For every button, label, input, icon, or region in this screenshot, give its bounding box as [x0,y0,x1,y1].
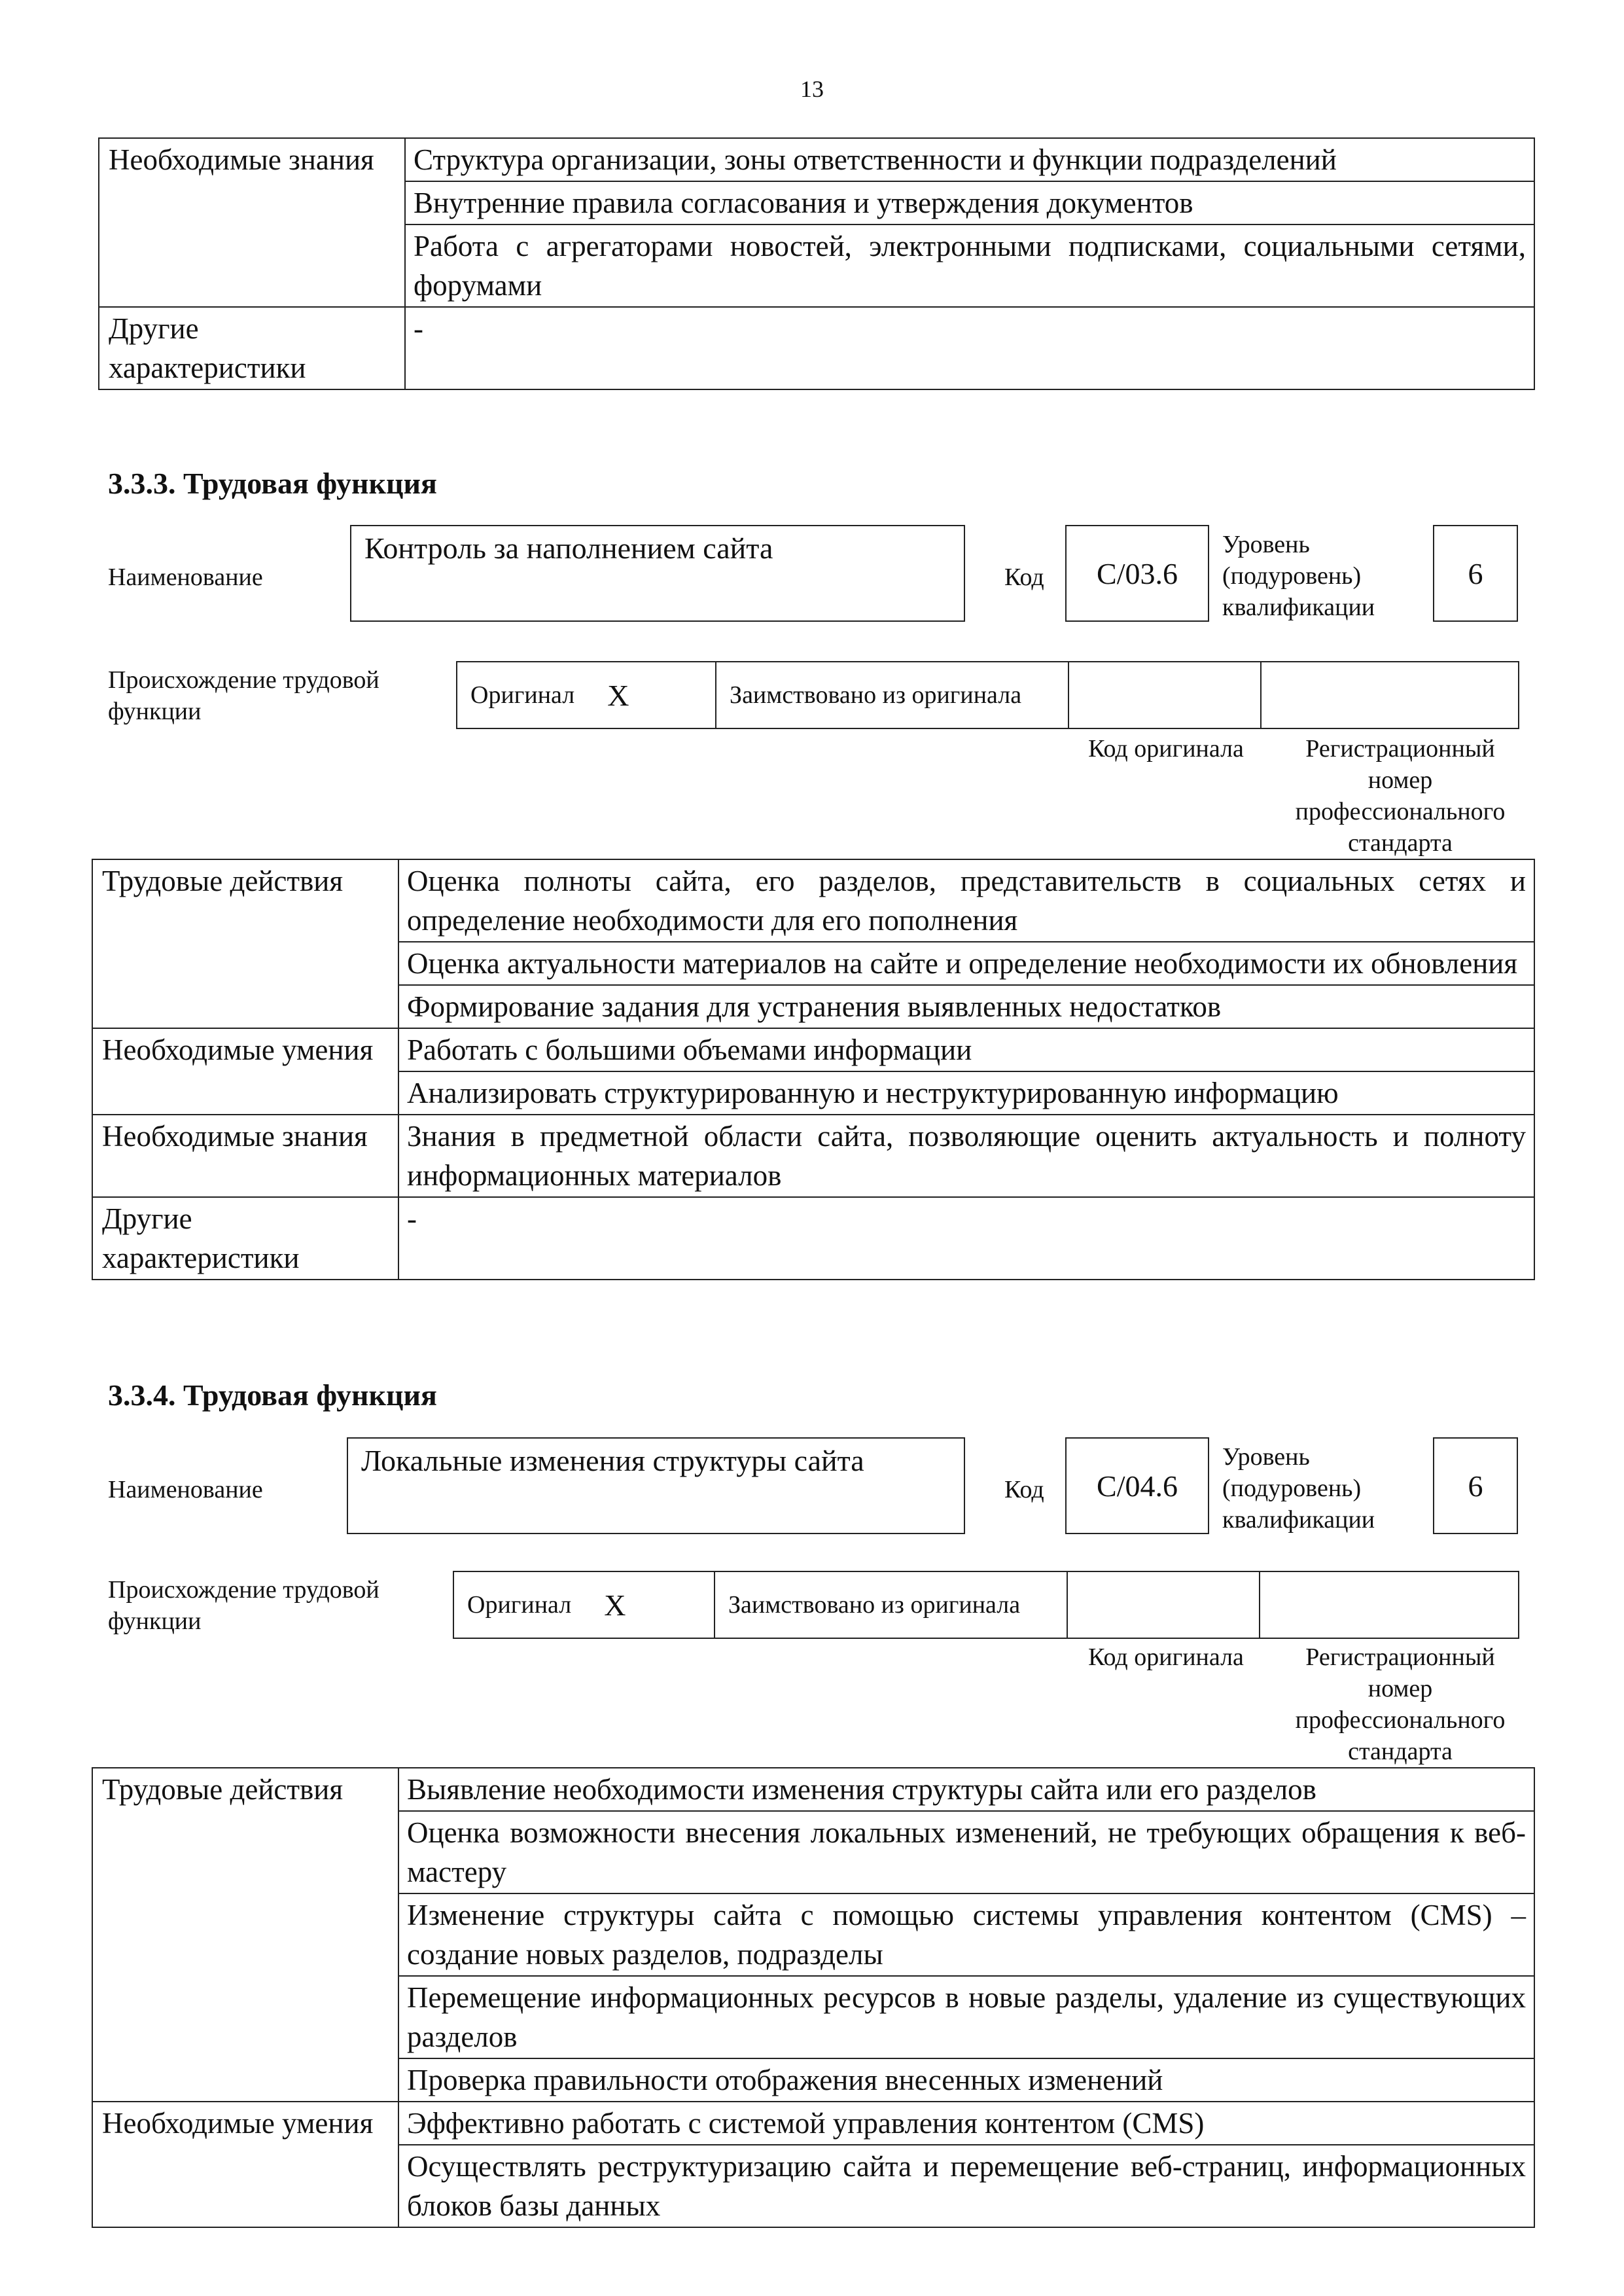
borrowed-label: Заимствовано из оригинала [716,662,1069,728]
original-mark: X [607,678,629,712]
row-label: Необходимые знания [99,138,405,307]
table-cell: Внутренние правила согласования и утверждения документов [405,181,1534,224]
table-cell: Анализировать структурированную и неструктурированную информацию [398,1071,1534,1115]
code-original-cell [1069,662,1262,728]
table-cell: Оценка полноты сайта, его разделов, представительств в социальных сетях и определение необходимости для его пополнения [398,859,1534,942]
level-value: 6 [1433,1437,1518,1534]
code-original-caption: Код оригинала [1088,1643,1244,1671]
table-cell: Проверка правильности отображения внесенных изменений [398,2058,1534,2102]
function-name: Контроль за наполнением сайта [350,525,965,622]
table-cell: Формирование задания для устранения выявленных недостатков [398,985,1534,1028]
code-label: Код [1004,1476,1044,1503]
table-cell: Структура организации, зоны ответственности и функции подразделений [405,138,1534,181]
reg-number-caption: Регистрационный номер профессионального стандарта [1295,735,1506,857]
function-table [92,859,1535,1280]
table-cell: - [405,307,1534,389]
row-label: Трудовые действия [92,1768,398,2102]
borrowed-label: Заимствовано из оригинала [715,1572,1068,1638]
page-number: 13 [800,76,824,102]
origin-original-cell [457,662,716,728]
level-label: Уровень (подуровень) квалификации [1222,1443,1375,1534]
function-code: С/04.6 [1065,1437,1209,1534]
row-label: Необходимые умения [92,1028,398,1115]
reg-number-caption: Регистрационный номер профессионального стандарта [1295,1643,1506,1765]
table-cell: Знания в предметной области сайта, позволяющие оценить актуальность и полноту информационных материалов [398,1115,1534,1197]
table-cell: Оценка актуальности материалов на сайте и определение необходимости их обновления [398,942,1534,985]
code-original-caption: Код оригинала [1088,735,1244,762]
code-original-cell [1068,1572,1260,1638]
row-label: Другие характеристики [92,1197,398,1280]
table-cell: Работать с большими объемами информации [398,1028,1534,1071]
top-table [98,137,1535,390]
table-cell: Эффективно работать с системой управления контентом (CMS) [398,2102,1534,2145]
name-label: Наименование [108,1476,263,1503]
function-name: Локальные изменения структуры сайта [347,1437,965,1534]
origin-row [453,1571,1519,1639]
original-label: Оригинал [467,1591,572,1619]
origin-label: Происхождение трудовой функции [108,1576,380,1635]
original-label: Оригинал [470,681,575,709]
reg-number-cell [1262,662,1518,728]
origin-label: Происхождение трудовой функции [108,666,380,725]
row-label: Другие характеристики [99,307,405,389]
table-cell: Работа с агрегаторами новостей, электронными подписками, социальными сетями, форумами [405,224,1534,307]
original-mark: X [604,1588,626,1622]
code-label: Код [1004,564,1044,591]
origin-original-cell [454,1572,715,1638]
table-cell: Перемещение информационных ресурсов в новые разделы, удаление из существующих разделов [398,1976,1534,2058]
origin-row [456,661,1519,729]
function-code: С/03.6 [1065,525,1209,622]
table-cell: Осуществлять реструктуризацию сайта и перемещение веб-страниц, информационных блоков базы данных [398,2145,1534,2227]
table-cell: Выявление необходимости изменения структуры сайта или его разделов [398,1768,1534,1811]
level-value: 6 [1433,525,1518,622]
row-label: Необходимые умения [92,2102,398,2227]
level-label: Уровень (подуровень) квалификации [1222,531,1375,621]
section-heading: 3.3.3. Трудовая функция [108,467,437,500]
section-heading: 3.3.4. Трудовая функция [108,1378,437,1412]
row-label: Необходимые знания [92,1115,398,1197]
row-label: Трудовые действия [92,859,398,1028]
name-label: Наименование [108,564,263,591]
table-cell: - [398,1197,1534,1280]
function-table [92,1767,1535,2228]
reg-number-cell [1260,1572,1518,1638]
table-cell: Изменение структуры сайта с помощью системы управления контентом (CMS) – создание новых разделов, подразделы [398,1893,1534,1976]
table-cell: Оценка возможности внесения локальных изменений, не требующих обращения к веб-мастеру [398,1811,1534,1893]
